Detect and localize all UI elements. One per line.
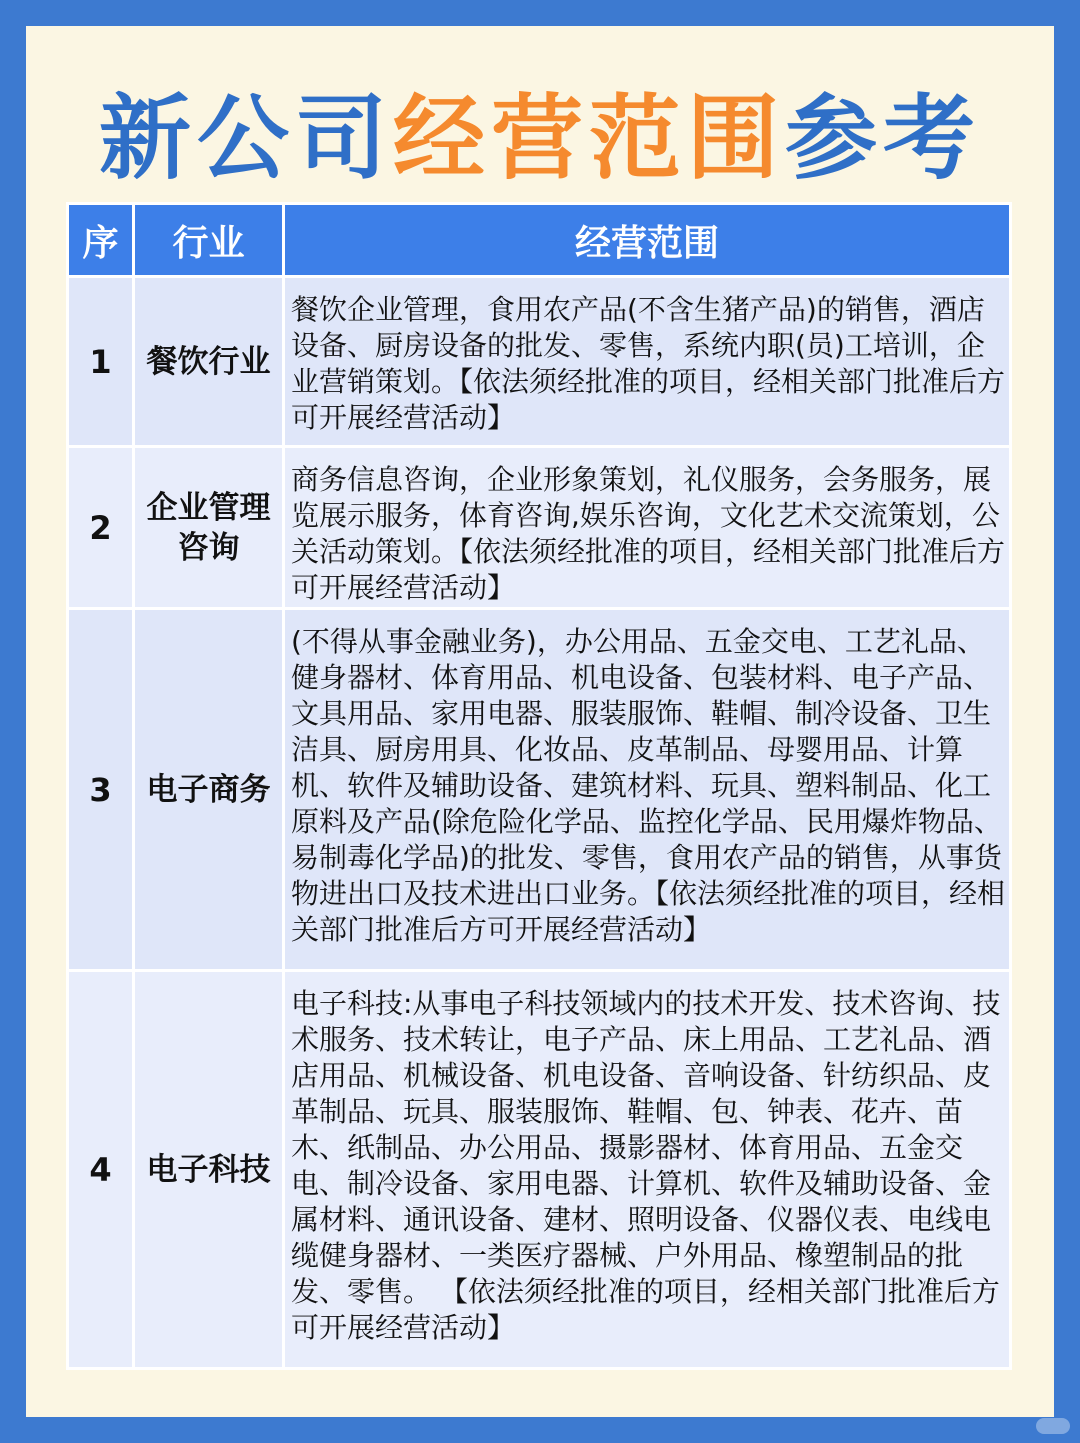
page-title	[0, 84, 1080, 194]
row-industry: 电子商务	[134, 609, 284, 971]
table-row	[68, 277, 1011, 447]
row-industry: 企业管理咨询	[134, 447, 284, 609]
row-scope-text: 餐饮企业管理，食用农产品(不含生猪产品)的销售，酒店设备、厨房设备的批发、零售，系统内职(员)工培训，企业营销策划。【依法须经批准的项目，经相关部门批准后方可开展经营活动】	[291, 293, 1006, 434]
row-number: 4	[68, 971, 134, 1369]
table-header-row	[68, 204, 1011, 277]
row-number: 1	[68, 277, 134, 447]
title-part-2: 经营范围	[392, 85, 785, 192]
row-scope	[284, 971, 1011, 1369]
row-number: 3	[68, 609, 134, 971]
row-industry: 电子科技	[134, 971, 284, 1369]
row-scope	[284, 277, 1011, 447]
row-scope-text: 商务信息咨询，企业形象策划，礼仪服务，会务服务，展览展示服务，体育咨询,娱乐咨询，文化艺术交流策划，公关活动策划。【依法须经批准的项目，经相关部门批准后方可开展经营活动】	[291, 463, 1006, 604]
table-row	[68, 971, 1011, 1369]
header-no: 序	[68, 204, 134, 277]
watermark-badge	[1036, 1418, 1070, 1434]
row-scope	[284, 609, 1011, 971]
row-scope-text: (不得从事金融业务)，办公用品、五金交电、工艺礼品、健身器材、体育用品、机电设备、包装材料、电子产品、文具用品、家用电器、服装服饰、鞋帽、制冷设备、卫生洁具、厨房用具、化妆品、皮革制品、母婴用品、计算机、软件及辅助设备、建筑材料、玩具、塑料制品、化工原料及产品(除危险化学品、监控化学品、民用爆炸物品、易制毒化学品)的批发、零售，食用农产品的销售，从事货物进出口及技术进出口业务。【依法须经批准的项目，经相关部门批准后方可开展经营活动】	[291, 625, 1006, 946]
header-scope: 经营范围	[284, 204, 1011, 277]
table-row	[68, 447, 1011, 609]
row-scope	[284, 447, 1011, 609]
business-scope-table	[66, 202, 1012, 1370]
header-industry: 行业	[134, 204, 284, 277]
row-scope-text: 电子科技:从事电子科技领域内的技术开发、技术咨询、技术服务、技术转让，电子产品、床上用品、工艺礼品、酒店用品、机械设备、机电设备、音响设备、针纺织品、皮革制品、玩具、服装服饰、鞋帽、包、钟表、花卉、苗木、纸制品、办公用品、摄影器材、体育用品、五金交电、制冷设备、家用电器、计算机、软件及辅助设备、金属材料、通讯设备、建材、照明设备、仪器仪表、电线电缆健身器材、一类医疗器械、户外用品、橡塑制品的批发、零售。 【依法须经批准的项目，经相关部门批准后方可开展经营活动】	[291, 987, 1001, 1344]
title-part-1: 新公司	[98, 85, 393, 192]
row-industry: 餐饮行业	[134, 277, 284, 447]
title-part-3: 参考	[785, 85, 982, 192]
table-row	[68, 609, 1011, 971]
row-number: 2	[68, 447, 134, 609]
